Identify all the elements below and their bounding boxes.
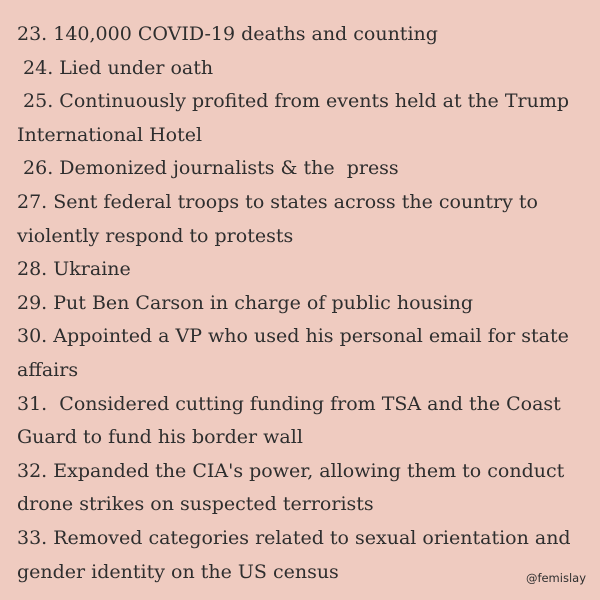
author-handle: @femislay [525, 571, 586, 585]
list-item-26: 26. Demonized journalists & the press [17, 157, 399, 180]
list-item-28: 28. Ukraine [17, 258, 131, 281]
list-item-27: 27. Sent federal troops to states across the country to violently respond to protests [17, 190, 545, 247]
list-item-24: 24. Lied under oath [17, 56, 214, 79]
list-item-31: 31. Considered cutting funding from TSA and the Coast Guard to fund his border wall [17, 392, 567, 449]
list-item-29: 29. Put Ben Carson in charge of public housing [17, 291, 473, 314]
list-item-25: 25. Continuously profited from events held at the Trump International Hotel [17, 90, 576, 146]
grievance-list [17, 18, 587, 589]
list-item-30: 30. Appointed a VP who used his personal email for state affairs [17, 325, 575, 381]
list-item-32: 32. Expanded the CIA's power, allowing them to conduct drone strikes on suspected terrorists [17, 459, 571, 516]
list-item-33: 33. Removed categories related to sexual orientation and gender identity on the US census [17, 526, 577, 583]
list-item-23: 23. 140,000 COVID-19 deaths and counting [17, 23, 438, 45]
